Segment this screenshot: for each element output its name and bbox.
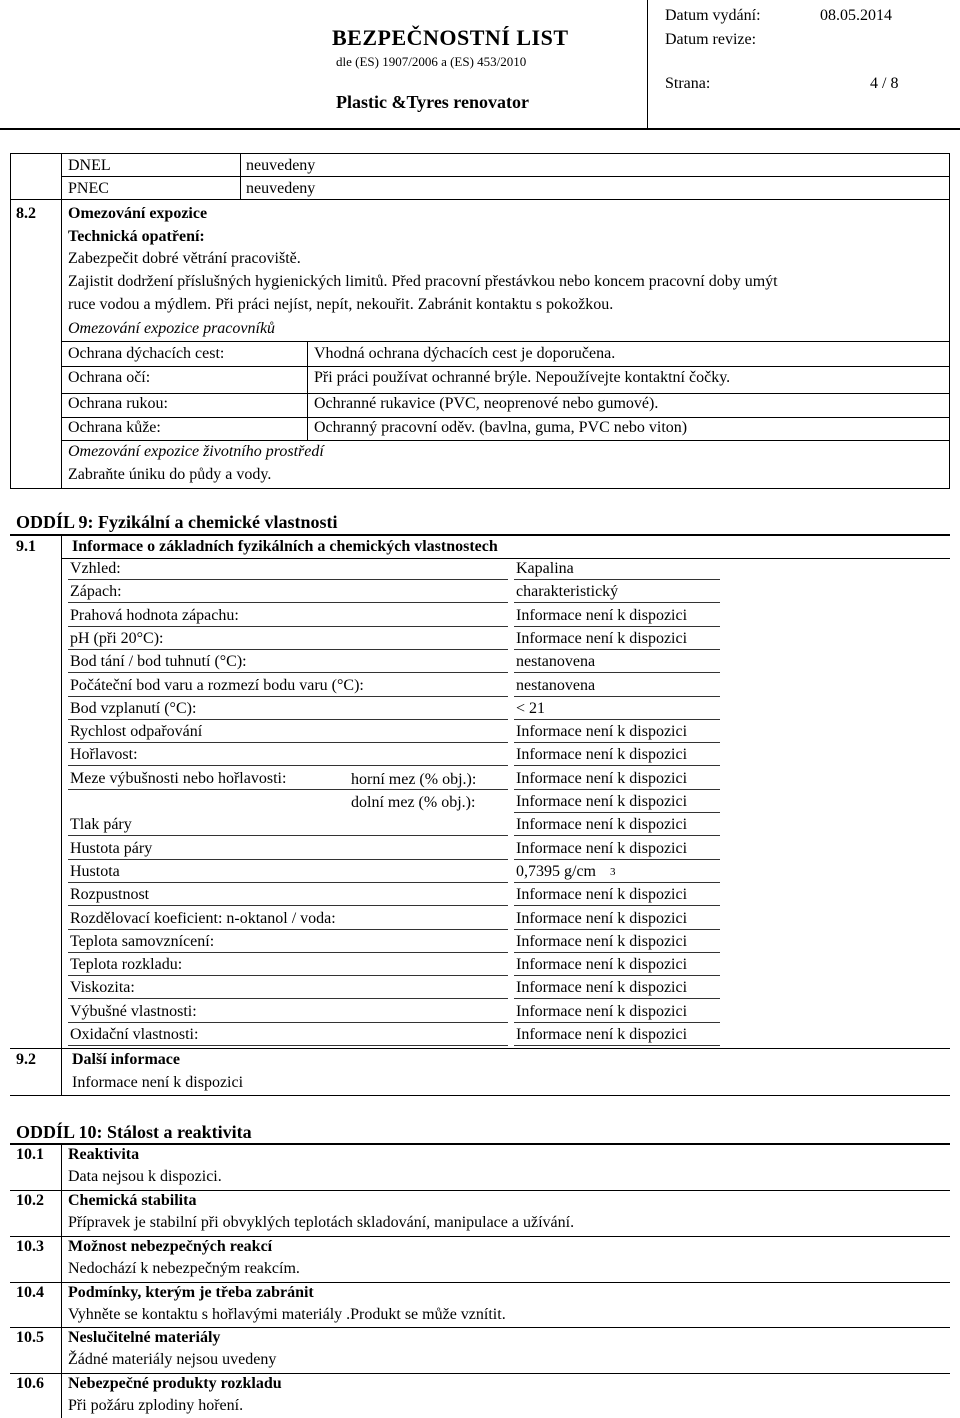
property-underline xyxy=(68,626,508,627)
subsection-number: 10.5 xyxy=(16,1329,44,1346)
value-underline xyxy=(514,859,720,860)
technical-measures-title: Technická opatření: xyxy=(68,228,205,245)
property-label: Výbušné vlastnosti: xyxy=(70,1003,197,1020)
subsection-rule xyxy=(10,1373,950,1374)
box-top xyxy=(10,153,950,154)
property-value: Informace není k dispozici xyxy=(516,979,688,996)
value-underline xyxy=(514,765,720,766)
protection-label: Ochrana dýchacích cest: xyxy=(68,345,225,362)
value-underline xyxy=(514,626,720,627)
subsection-number: 10.2 xyxy=(16,1192,44,1209)
issue-date-label: Datum vydání: xyxy=(665,7,761,24)
value-underline xyxy=(514,672,720,673)
protection-value: Vhodná ochrana dýchacích cest je doporučena. xyxy=(314,345,616,362)
property-value: Informace není k dispozici xyxy=(516,910,688,927)
subsection-number: 10.6 xyxy=(16,1375,44,1392)
property-underline xyxy=(68,952,508,953)
subsection-title: Reaktivita xyxy=(68,1146,140,1163)
box-left xyxy=(10,153,11,489)
value-underline xyxy=(514,929,720,930)
value-underline xyxy=(514,1022,720,1023)
property-label: Počáteční bod varu a rozmezí bodu varu (°C): xyxy=(70,677,364,694)
pnec-value: neuvedeny xyxy=(246,180,316,197)
environment-exposure-text: Zabraňte úniku do půdy a vody. xyxy=(68,466,272,483)
subsection-number: 10.4 xyxy=(16,1284,44,1301)
value-underline xyxy=(514,696,720,697)
subsection-rule xyxy=(10,1236,950,1237)
box-bottom xyxy=(10,488,950,489)
subsection-rule xyxy=(10,1282,950,1283)
section-rule xyxy=(10,1143,950,1145)
property-label: Bod tání / bod tuhnutí (°C): xyxy=(70,653,247,670)
subsection-text: Data nejsou k dispozici. xyxy=(68,1168,222,1185)
property-underline xyxy=(68,859,508,860)
subsection-text: Žádné materiály nejsou uvedeny xyxy=(68,1351,277,1368)
property-value: Informace není k dispozici xyxy=(516,1026,688,1043)
protection-row-rule xyxy=(61,366,950,367)
subsection-rule xyxy=(10,1327,950,1328)
property-value: Informace není k dispozici xyxy=(516,723,688,740)
subsection-number: 9.2 xyxy=(16,1051,36,1068)
property-value: 0,7395 g/cm xyxy=(516,863,596,880)
property-value: Informace není k dispozici xyxy=(516,746,688,763)
box-right xyxy=(949,153,950,489)
value-underline xyxy=(514,812,720,813)
section-num-col xyxy=(61,536,62,1095)
property-label: Vzhled: xyxy=(70,560,121,577)
value-underline xyxy=(514,952,720,953)
property-label: Rozpustnost xyxy=(70,886,150,903)
property-label: Teplota rozkladu: xyxy=(70,956,183,973)
subsection-title: Podmínky, kterým je třeba zabránit xyxy=(68,1284,314,1301)
density-unit-superscript: 3 xyxy=(610,866,616,878)
property-label: Rychlost odpařování xyxy=(70,723,203,740)
page-number: 4 / 8 xyxy=(870,75,899,92)
section-heading: ODDÍL 9: Fyzikální a chemické vlastnosti xyxy=(16,512,338,532)
property-label: Zápach: xyxy=(70,583,122,600)
protection-table-bottom xyxy=(61,440,950,441)
subsection-title: Možnost nebezpečných reakcí xyxy=(68,1238,273,1255)
property-underline xyxy=(68,882,508,883)
subsection-title: Omezování expozice xyxy=(68,205,208,222)
property-label: Tlak páry xyxy=(70,816,132,833)
property-underline xyxy=(68,602,508,603)
document-title: BEZPEČNOSTNÍ LIST xyxy=(332,25,569,50)
property-underline xyxy=(68,835,508,836)
issue-date-value: 08.05.2014 xyxy=(820,7,892,24)
page-label: Strana: xyxy=(665,75,711,92)
property-value: Informace není k dispozici xyxy=(516,770,688,787)
property-underline xyxy=(68,929,508,930)
revision-date-label: Datum revize: xyxy=(665,31,757,48)
property-underline xyxy=(68,696,508,697)
value-underline xyxy=(514,998,720,999)
property-value: nestanovena xyxy=(516,677,596,694)
protection-value: Při práci používat ochranné brýle. Nepoužívejte kontaktní čočky. xyxy=(314,369,731,386)
property-value: Informace není k dispozici xyxy=(516,816,688,833)
environment-exposure-title: Omezování expozice životního prostředí xyxy=(68,443,324,460)
value-underline xyxy=(514,602,720,603)
value-underline xyxy=(514,835,720,836)
dnel-row-rule xyxy=(61,176,950,177)
subsection-text: Informace není k dispozici xyxy=(72,1074,244,1091)
value-underline xyxy=(514,649,720,650)
box-num-col xyxy=(61,153,62,489)
subsection-title: Neslučitelné materiály xyxy=(68,1329,221,1346)
property-underline xyxy=(68,649,508,650)
workers-exposure-title: Omezování expozice pracovníků xyxy=(68,320,276,337)
pnec-row-rule xyxy=(10,199,950,200)
property-value: Informace není k dispozici xyxy=(516,1003,688,1020)
technical-measures-line: Zabezpečit dobré větrání pracoviště. xyxy=(68,250,301,267)
property-underline xyxy=(68,905,508,906)
lower-limit-label: dolní mez (% obj.): xyxy=(351,794,476,811)
technical-measures-line: Zajistit dodržení příslušných hygienických limitů. Před pracovní přestávkou nebo koncem pracovní doby umýt xyxy=(68,273,778,290)
value-underline xyxy=(514,579,720,580)
subsection-number: 10.3 xyxy=(16,1238,44,1255)
value-underline xyxy=(514,1045,720,1046)
property-value: Informace není k dispozici xyxy=(516,933,688,950)
subsection-title: Nebezpečné produkty rozkladu xyxy=(68,1375,282,1392)
subsection-title: Chemická stabilita xyxy=(68,1192,197,1209)
subsection-number: 10.1 xyxy=(16,1146,44,1163)
subsection-text: Vyhněte se kontaktu s hořlavými materiály .Produkt se může vznítit. xyxy=(68,1306,506,1323)
subsection-rule xyxy=(10,1190,950,1191)
pnec-label: PNEC xyxy=(68,180,109,197)
property-underline xyxy=(68,975,508,976)
section-heading: ODDÍL 10: Stálost a reaktivita xyxy=(16,1122,252,1142)
property-value: Informace není k dispozici xyxy=(516,840,688,857)
property-label: Rozdělovací koeficient: n-oktanol / voda: xyxy=(70,910,336,927)
section-rule xyxy=(10,534,950,536)
subsection-text: Při požáru zplodiny hoření. xyxy=(68,1397,244,1414)
subsection-number: 9.1 xyxy=(16,538,36,555)
property-underline xyxy=(68,719,508,720)
subsection-number: 8.2 xyxy=(16,205,36,222)
protection-value: Ochranný pracovní oděv. (bavlna, guma, PVC nebo viton) xyxy=(314,419,688,436)
value-underline xyxy=(514,742,720,743)
property-underline xyxy=(68,742,508,743)
protection-label: Ochrana kůže: xyxy=(68,419,161,436)
dnel-label: DNEL xyxy=(68,157,111,174)
header-divider xyxy=(647,0,648,128)
regulation-text: dle (ES) 1907/2006 a (ES) 453/2010 xyxy=(336,54,527,69)
property-label: Hustota páry xyxy=(70,840,153,857)
property-value: Informace není k dispozici xyxy=(516,793,688,810)
subsection-title: Další informace xyxy=(72,1051,180,1068)
property-label: Meze výbušnosti nebo hořlavosti: xyxy=(70,770,287,787)
property-label: Oxidační vlastnosti: xyxy=(70,1026,199,1043)
property-underline xyxy=(68,1045,508,1046)
property-value: Informace není k dispozici xyxy=(516,607,688,624)
property-label: Hustota xyxy=(70,863,120,880)
dnel-value: neuvedeny xyxy=(246,157,316,174)
property-value: nestanovena xyxy=(516,653,596,670)
protection-table-top xyxy=(61,341,950,342)
property-underline xyxy=(68,998,508,999)
protection-label: Ochrana očí: xyxy=(68,369,151,386)
protection-col-divider xyxy=(307,341,308,441)
property-value: Informace není k dispozici xyxy=(516,630,688,647)
property-label: Teplota samovznícení: xyxy=(70,933,215,950)
property-value: Informace není k dispozici xyxy=(516,886,688,903)
protection-label: Ochrana rukou: xyxy=(68,395,168,412)
protection-value: Ochranné rukavice (PVC, neoprenové nebo gumové). xyxy=(314,395,659,412)
property-underline xyxy=(68,579,508,580)
property-label: Bod vzplanutí (°C): xyxy=(70,700,197,717)
section-bottom-rule xyxy=(10,1095,950,1096)
property-underline xyxy=(68,1022,508,1023)
property-value: Kapalina xyxy=(516,560,574,577)
property-value: < 21 xyxy=(516,700,546,717)
property-underline xyxy=(68,672,508,673)
upper-limit-label: horní mez (% obj.): xyxy=(351,771,477,788)
subsection-title: Informace o základních fyzikálních a chemických vlastnostech xyxy=(72,538,498,555)
property-label: pH (při 20°C): xyxy=(70,630,164,647)
value-underline xyxy=(514,719,720,720)
product-name: Plastic &Tyres renovator xyxy=(336,92,529,112)
header-rule xyxy=(0,128,960,130)
property-label: Prahová hodnota zápachu: xyxy=(70,607,239,624)
value-underline xyxy=(514,882,720,883)
subsection-rule xyxy=(61,558,950,559)
property-label: Hořlavost: xyxy=(70,746,138,763)
subsection-rule xyxy=(10,1048,950,1049)
value-underline xyxy=(514,905,720,906)
value-underline xyxy=(514,975,720,976)
value-underline xyxy=(514,789,720,790)
subsection-text: Přípravek je stabilní při obvyklých teplotách skladování, manipulace a užívání. xyxy=(68,1214,575,1231)
property-underline xyxy=(68,765,508,766)
property-label: Viskozita: xyxy=(70,979,135,996)
property-value: Informace není k dispozici xyxy=(516,956,688,973)
subsection-text: Nedochází k nebezpečným reakcím. xyxy=(68,1260,300,1277)
property-value: charakteristický xyxy=(516,583,619,600)
technical-measures-line: ruce vodou a mýdlem. Při práci nejíst, nepít, nekouřit. Zabránit kontaktu s pokožkou. xyxy=(68,296,614,313)
